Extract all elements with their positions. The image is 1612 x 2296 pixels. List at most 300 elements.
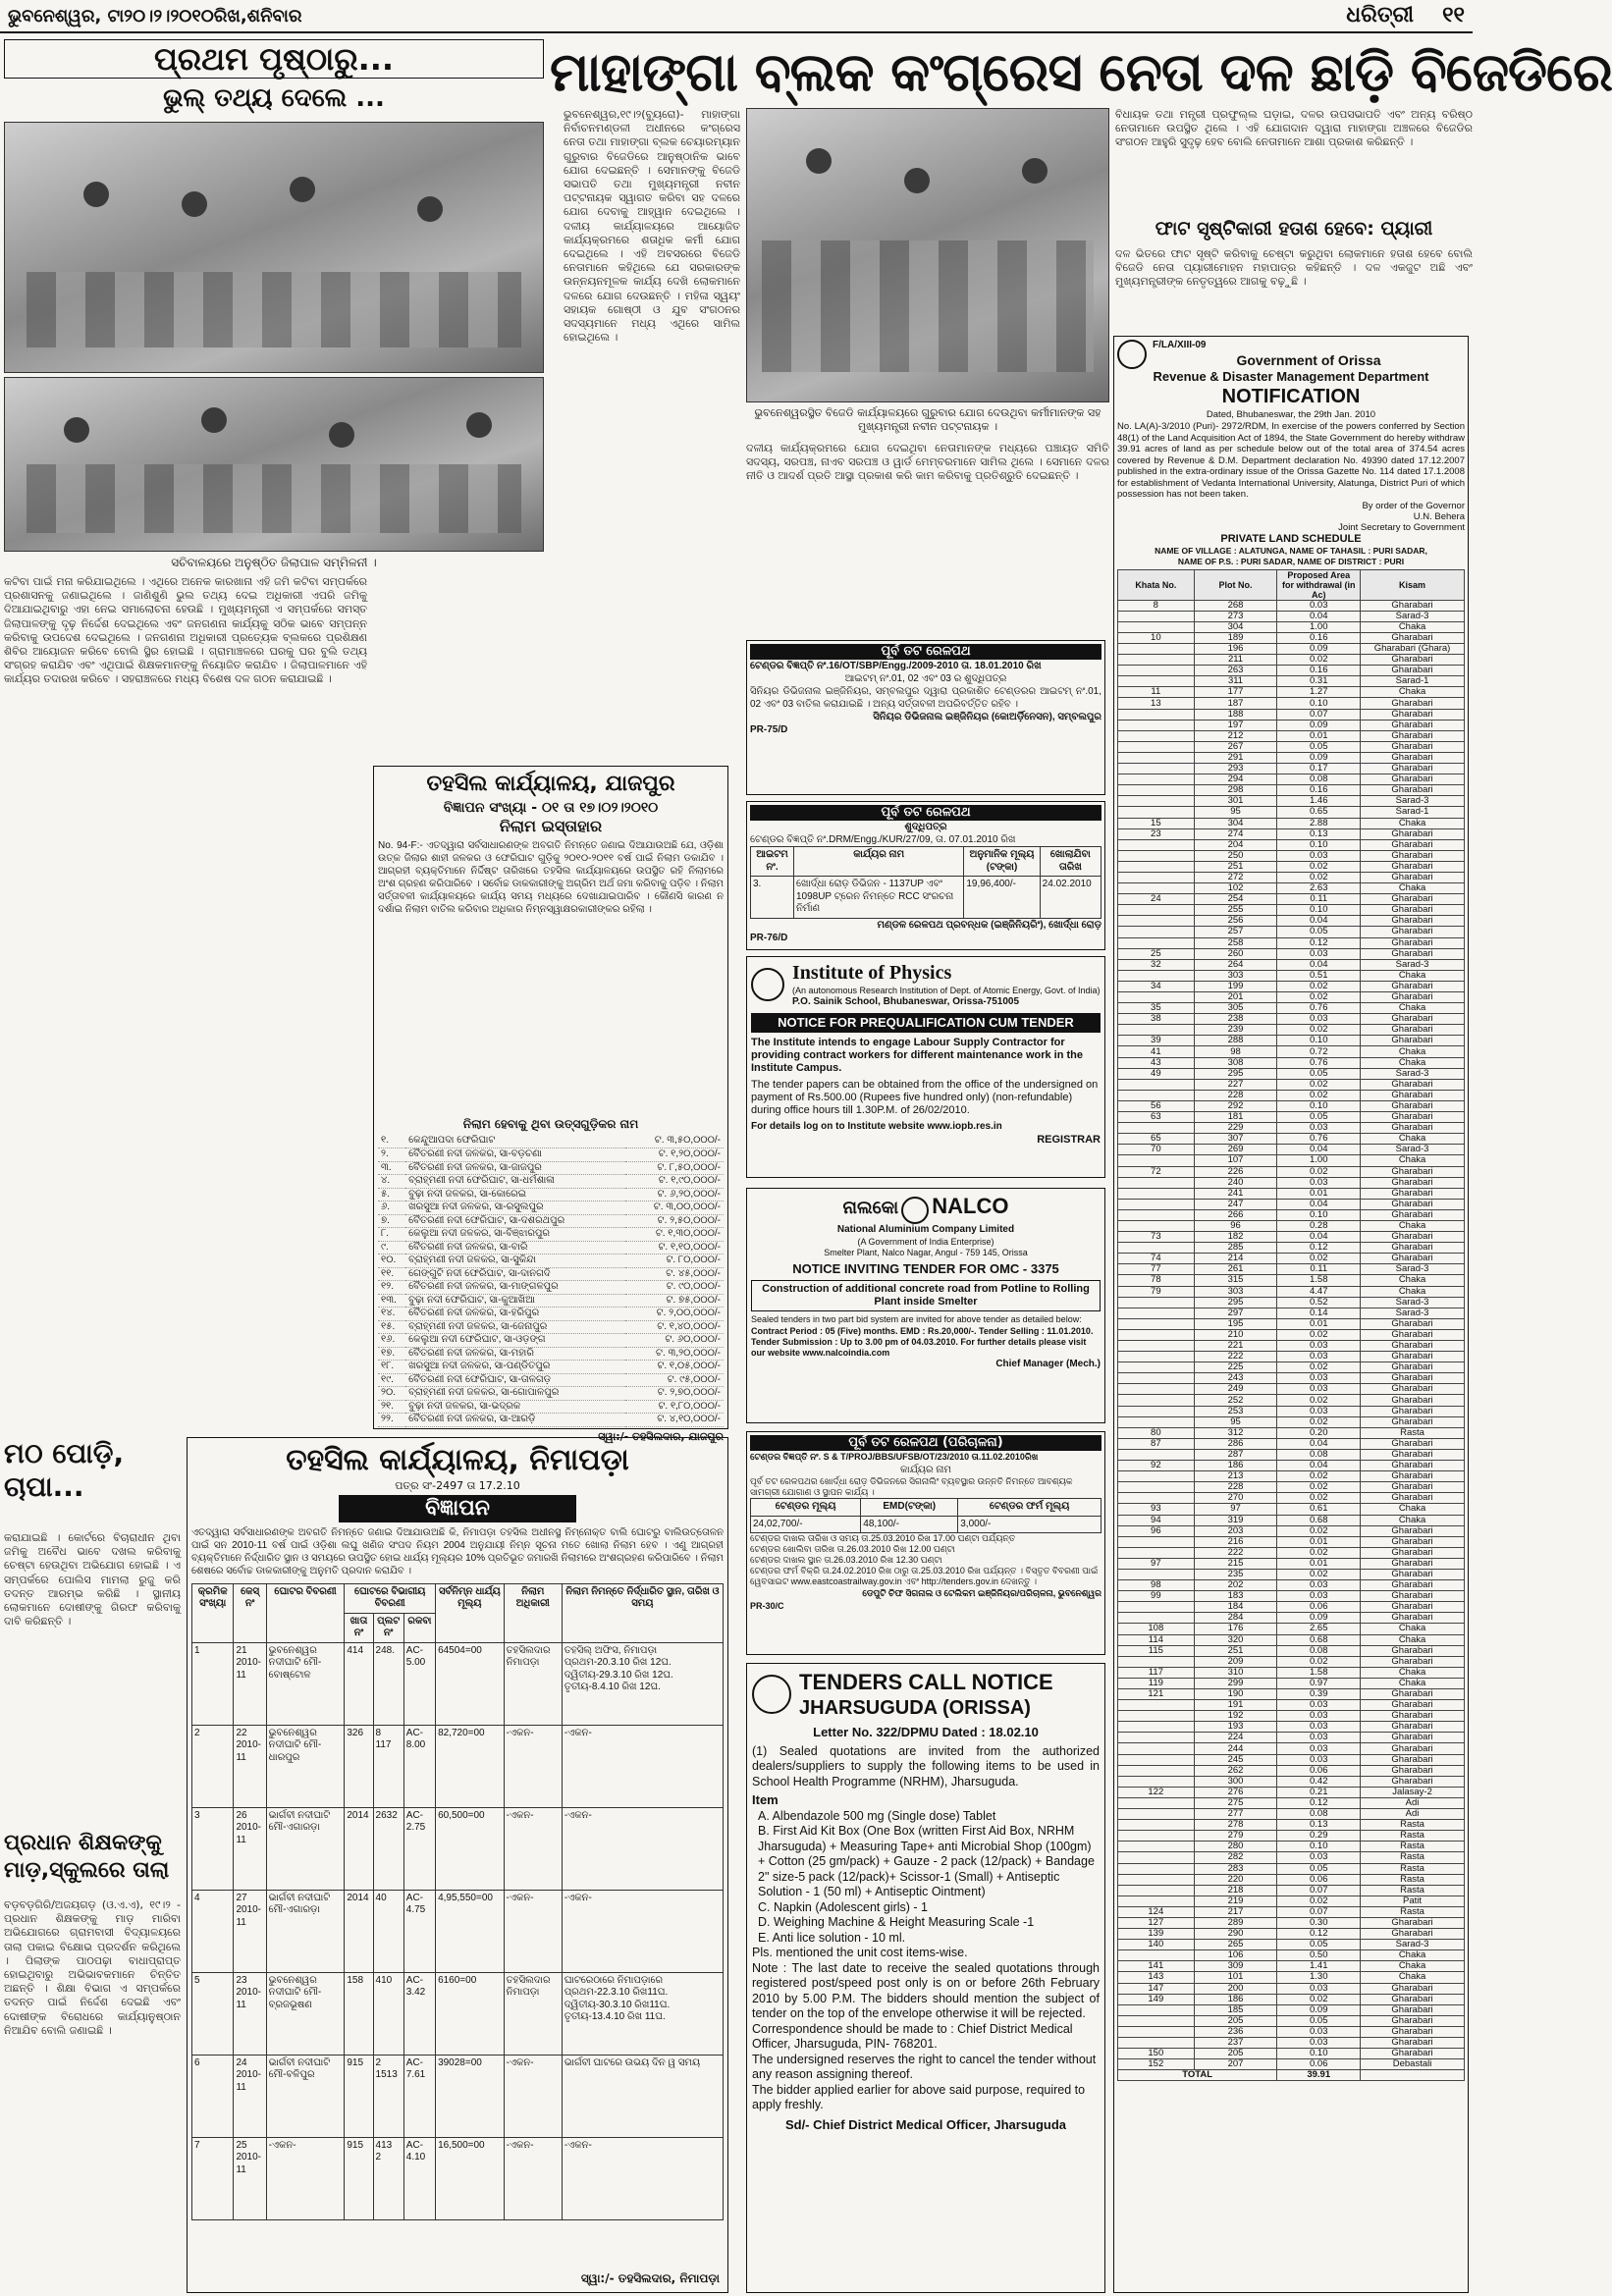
cell-plot: 298: [1194, 785, 1277, 796]
cell-plot: 240: [1194, 1177, 1277, 1188]
table-row: [1118, 1352, 1465, 1362]
item-no: ୨୨.: [378, 1414, 405, 1427]
story-3-headline: ପ୍ରଧାନ ଶିକ୍ଷକଙ୍କୁ ମାଡ଼,ସ୍କୁଲରେ ତାଲା: [4, 1831, 170, 1883]
cell-kisam: Gharabari: [1361, 709, 1465, 720]
cell-khata: [1118, 1950, 1195, 1961]
table-row: [1118, 828, 1465, 839]
table-row: [1118, 1613, 1465, 1624]
list-item: [378, 1201, 724, 1215]
item-name: ବ୍ରାହ୍ମଣୀ ନଦୀ ଜଳକର, ସା-ସୁକିନ୍ଦା: [405, 1255, 624, 1268]
cell-area: 0.03: [1277, 948, 1361, 959]
cell-khata: 32: [1118, 959, 1195, 970]
cell-area: 0.03: [1277, 1352, 1361, 1362]
notif-header: [1117, 340, 1465, 369]
jhar-title: TENDERS CALL NOTICE: [799, 1670, 1053, 1694]
list-item: [378, 1188, 724, 1201]
cell-area: 0.02: [1277, 1362, 1361, 1373]
list-item: [378, 1161, 724, 1175]
cell-area: 0.16: [1277, 666, 1361, 676]
table-row: [1118, 1765, 1465, 1776]
th-kisam: Kisam: [1361, 569, 1465, 600]
cell-khata: 121: [1118, 1689, 1195, 1700]
cell-plot: 269: [1194, 1145, 1277, 1155]
cell-plot: 282: [1194, 1852, 1277, 1863]
cell-area: 0.08: [1277, 1645, 1361, 1656]
cell-area: 0.07: [1277, 1885, 1361, 1896]
cell-kisam: Gharabari: [1361, 1700, 1465, 1711]
cell-area: 0.13: [1277, 1820, 1361, 1831]
table-row: [1118, 1036, 1465, 1046]
table-row: [1118, 1318, 1465, 1329]
table-row: [1118, 1667, 1465, 1678]
cell-kisam: Debastali: [1361, 2059, 1465, 2070]
jhar-items: [752, 1809, 1100, 1947]
cell-area: 0.09: [1277, 752, 1361, 763]
cell-kisam: Gharabari: [1361, 1232, 1465, 1243]
cell-area: 0.14: [1277, 1308, 1361, 1318]
cell-area: 0.04: [1277, 1438, 1361, 1449]
photo-crowd: [762, 240, 1095, 372]
cell-plot: 201: [1194, 992, 1277, 1003]
cell-price: 4,95,550=00: [436, 1890, 505, 1972]
table-row: [192, 2137, 724, 2219]
cell-area: 0.03: [1277, 1123, 1361, 1134]
table-row: [1118, 1112, 1465, 1123]
cell-officer: ତହସିଲଦାର ନିମାପଡ଼ା: [504, 1972, 562, 2055]
cell-khata: [1118, 1711, 1195, 1722]
table-row: [1118, 1656, 1465, 1667]
th-khata: Khata No.: [1118, 569, 1195, 600]
table-row: [1118, 796, 1465, 807]
list-item: [378, 1241, 724, 1255]
cell-area: 0.03: [1277, 1743, 1361, 1754]
table-row: [192, 1890, 724, 1972]
cell-khata: [1118, 1809, 1195, 1820]
revenue-notification: [1113, 336, 1469, 2293]
cell-plot: 226: [1194, 1166, 1277, 1177]
cell-area: AC-7.61: [403, 2055, 435, 2137]
cell-area: 0.12: [1277, 1797, 1361, 1808]
cell-area: 0.03: [1277, 2026, 1361, 2037]
story-2-headline: ମଠ ପୋଡ଼ି, ଚାପା...: [4, 1437, 125, 1503]
cell-area: 0.02: [1277, 861, 1361, 872]
cell-area: 0.03: [1277, 1177, 1361, 1188]
cell-plot: 222: [1194, 1547, 1277, 1558]
cell-plot: 241: [1194, 1188, 1277, 1199]
cell-kisam: Gharabari: [1361, 1689, 1465, 1700]
list-item: [378, 1135, 724, 1148]
cell-area: 0.51: [1277, 970, 1361, 981]
cell-area: 0.06: [1277, 1602, 1361, 1613]
jajpur-list-title: ନିଲାମ ହେବାକୁ ଥିବା ଉତ୍ସଗୁଡ଼ିକର ନାମ: [462, 1117, 639, 1131]
cell-ghat: ଭାର୍ଗବୀ ନଦୀଘାଟି ମୌ-ଏଗାରଡ଼ା: [266, 1807, 345, 1890]
cell-area: 0.13: [1277, 828, 1361, 839]
cell-khata: 43: [1118, 1057, 1195, 1068]
cell-plot: 248.: [373, 1642, 403, 1725]
table-row: [1118, 807, 1465, 818]
cell-ghat: ଭୁବନେଶ୍ୱର ନଦୀଘାଟି ମୌ-ଧାରପୁର: [266, 1725, 345, 1807]
table-row: [1118, 1329, 1465, 1340]
cell-kisam: Gharabari: [1361, 1461, 1465, 1471]
cell-kisam: Gharabari: [1361, 1525, 1465, 1536]
cell-price: 82,720=00: [436, 1725, 505, 1807]
cell-kisam: Gharabari: [1361, 1569, 1465, 1579]
cell-area: 0.76: [1277, 1003, 1361, 1014]
ecr3-th: ଟେଣ୍ଡର ଫର୍ମ ମୂଲ୍ୟ: [958, 1499, 1102, 1517]
table-row: [1118, 764, 1465, 774]
cell-plot: 207: [1194, 2059, 1277, 2070]
cell-plot: 214: [1194, 1254, 1277, 1264]
cell-kisam: Gharabari: [1361, 1352, 1465, 1362]
item-name: ବୁଢ଼ା ନଦୀ ଫେରିଘାଟ, ସା-କୁଆଖିଆ: [405, 1294, 624, 1308]
table-row: [1118, 1634, 1465, 1645]
cell-khata: 117: [1118, 1667, 1195, 1678]
section-title: ପ୍ରଥମ ପୃଷ୍ଠାରୁ...: [153, 40, 395, 78]
cell-kisam: Gharabari: [1361, 1613, 1465, 1624]
nalco-banner: NOTICE INVITING TENDER FOR OMC - 3375: [792, 1261, 1059, 1277]
list-item: [378, 1373, 724, 1387]
cell-area: 0.10: [1277, 839, 1361, 850]
cell-khata: [1118, 1177, 1195, 1188]
jhar-place: JHARSUGUDA (ORISSA): [799, 1696, 1031, 1719]
notif-dated: Dated, Bhubaneswar, the 29th Jan. 2010: [1206, 409, 1376, 421]
sub-headline: ଫାଟ ସୃଷ୍ଟିକାରୀ ହତାଶ ହେବେ: ପ୍ୟାରୀ: [1155, 218, 1433, 240]
cell-area: 0.09: [1277, 1613, 1361, 1624]
cell-plot: 251: [1194, 861, 1277, 872]
ecr3-pr: PR-30/C: [750, 1601, 784, 1612]
th-place: ନିଲାମ ନିମନ୍ତେ ନିର୍ଦ୍ଧାରିତ ସ୍ଥାନ, ତାରିଖ ଓ ସମୟ: [562, 1583, 723, 1642]
table-row: [1118, 687, 1465, 698]
cell-khata: [1118, 741, 1195, 752]
cell-place: ଘାଟରେଠାରେ ନିମାପଡ଼ାରେ ପ୍ରଥମ-22.3.10 ରିଖ11ଘ. ଦ୍ୱିତୀୟ-30.3.10 ରିଖ11ଘ. ତୃତୀୟ-13.4.10 ରିଖ 11ଘ.: [562, 1972, 723, 2055]
cell-plot: 304: [1194, 818, 1277, 828]
cell-khata: [1118, 2004, 1195, 2015]
cell-khata: 35: [1118, 1003, 1195, 1014]
cell-kisam: Gharabari: [1361, 1090, 1465, 1100]
cell-plot: 224: [1194, 1733, 1277, 1743]
table-row: [1118, 1308, 1465, 1318]
th-case: କେସ୍ ନଂ: [234, 1583, 266, 1642]
cell-area: 0.01: [1277, 730, 1361, 741]
cell-area: 0.06: [1277, 1874, 1361, 1885]
cell-khata: 92: [1118, 1461, 1195, 1471]
table-row: [1118, 1471, 1465, 1482]
cell-area: 0.06: [1277, 1765, 1361, 1776]
photo-person: [64, 417, 89, 443]
table-row: [1118, 655, 1465, 666]
cell-plot: 222: [1194, 1352, 1277, 1362]
cell-plot: 249: [1194, 1384, 1277, 1395]
cell-khata: 38: [1118, 1014, 1195, 1025]
cell-kisam: Sarad-3: [1361, 1264, 1465, 1275]
item-amount: ଟ. ୧,୨୦,୦୦୦/-: [625, 1148, 724, 1162]
nalco-company: National Aluminium Company Limited: [836, 1224, 1015, 1236]
table-row: [1118, 2059, 1465, 2070]
table-row: [1118, 676, 1465, 687]
cell-plot: 97: [1194, 1504, 1277, 1515]
photo-caption: ସଚିବାଳୟରେ ଅନୁଷ୍ଠିତ ଜିଲାପାଳ ସମ୍ମିଳନୀ ।: [171, 556, 377, 569]
cell-kisam: Patit: [1361, 1896, 1465, 1906]
cell-area: 0.08: [1277, 1449, 1361, 1460]
cell-kisam: Gharabari: [1361, 981, 1465, 991]
photo-person: [329, 422, 354, 448]
cell-plot: 95: [1194, 807, 1277, 818]
cell-khata: 150: [1118, 2049, 1195, 2059]
table-row: [1118, 970, 1465, 981]
cell-kisam: Gharabari: [1361, 1493, 1465, 1504]
cell-area: 0.03: [1277, 1711, 1361, 1722]
cell-kisam: Gharabari: [1361, 1983, 1465, 1994]
cell-kisam: Chaka: [1361, 1003, 1465, 1014]
item-amount: ଟ. ୮,୫୦,୦୦୦/-: [625, 1161, 724, 1175]
cell-sl: 1: [192, 1642, 234, 1725]
cell-khata: [1118, 1547, 1195, 1558]
cell-kisam: Rasta: [1361, 1906, 1465, 1917]
cell-area: 0.02: [1277, 1482, 1361, 1493]
cell-area: 0.01: [1277, 1536, 1361, 1547]
cell-area: AC-8.00: [403, 1725, 435, 1807]
table-row: [192, 1642, 724, 1725]
cell-case: 23 2010-11: [234, 1972, 266, 2055]
cell-kisam: Chaka: [1361, 1046, 1465, 1057]
cell-khata: [1118, 1362, 1195, 1373]
cell-place: ଭାର୍ଗବୀ ଘାଟରେ ଉଭୟ ଦିନ ୱ ସମୟ: [562, 2055, 723, 2137]
list-item: [378, 1387, 724, 1401]
cell-kisam: Adi: [1361, 1809, 1465, 1820]
ecr2-line1: ଟେଣ୍ଡର ବିଜ୍ଞପ୍ତି ନଂ.DRM/Engg./KUR/27/09, ତା. 07.01.2010 ରିଖ: [750, 834, 1016, 846]
ecr1-footer: ସିନିୟର ଡିଭିଜନାଲ ଇଞ୍ଜିନିୟର (କୋଅର୍ଡ଼ିନେସନ), ସମ୍ବଲପୁର: [873, 712, 1102, 723]
list-item: [378, 1320, 724, 1334]
cell-area: 0.05: [1277, 741, 1361, 752]
table-row: [1118, 1100, 1465, 1111]
iop-banner: NOTICE FOR PREQUALIFICATION CUM TENDER: [751, 1013, 1101, 1033]
table-row: [1118, 1733, 1465, 1743]
cell-kisam: Sarad-3: [1361, 611, 1465, 621]
cell-area: 0.03: [1277, 1722, 1361, 1733]
cell-khata: [1118, 937, 1195, 948]
item-name: ବୈତରଣୀ ନଦୀ ଜଳକର, ସା-ହରିପୁର: [405, 1308, 624, 1321]
table-row: [1118, 1297, 1465, 1308]
iop-bold-text: The Institute intends to engage Labour Supply Contractor for providing contract workers for different maintenance work in the Institute Campus.: [751, 1037, 1084, 1074]
page-number: ୧୧: [1442, 3, 1465, 27]
cell-sl: 5: [192, 1972, 234, 2055]
cell-area: 0.02: [1277, 872, 1361, 882]
cell-area: 0.05: [1277, 1068, 1361, 1079]
cell-khata: 49: [1118, 1068, 1195, 1079]
cell-plot: 182: [1194, 1232, 1277, 1243]
nalco-work: Construction of additional concrete road from Potline to Rolling Plant inside Smelter: [751, 1280, 1101, 1311]
cell-plot: 96: [1194, 1220, 1277, 1231]
cell-kisam: Gharabari: [1361, 872, 1465, 882]
cell-kisam: Chaka: [1361, 1667, 1465, 1678]
page-header: [0, 0, 1473, 33]
cell-officer: -ଏକନ-: [504, 1807, 562, 1890]
cell-plot: 238: [1194, 1014, 1277, 1025]
cell-khata: 124: [1118, 1906, 1195, 1917]
item-amount: ଟ. ୬୦,୦୦୦/-: [625, 1334, 724, 1348]
cell-plot: 303: [1194, 970, 1277, 981]
cell-area: 1.41: [1277, 1961, 1361, 1972]
cell-plot: 278: [1194, 1820, 1277, 1831]
notif-officer-title: Joint Secretary to Government: [1338, 521, 1465, 533]
cell-plot: 279: [1194, 1831, 1277, 1842]
item-amount: ଟ. ୭୫,୦୦୦/-: [625, 1294, 724, 1308]
ecr3-line2: କାର୍ଯ୍ୟର ନାମ: [900, 1465, 951, 1476]
cell-plot: 288: [1194, 1036, 1277, 1046]
table-row: [1118, 1199, 1465, 1209]
table-row: [1118, 1547, 1465, 1558]
cell-khata: 143: [1118, 1972, 1195, 1983]
cell-plot: 216: [1194, 1536, 1277, 1547]
cell-area: 1.27: [1277, 687, 1361, 698]
cell-kisam: Chaka: [1361, 1634, 1465, 1645]
cell-khata: [1118, 1613, 1195, 1624]
cell-kisam: Gharabari: [1361, 1329, 1465, 1340]
cell-kisam: Gharabari: [1361, 1917, 1465, 1928]
item-no: ୫.: [378, 1188, 405, 1201]
cell-khata: [1118, 1352, 1195, 1362]
cell-khata: 77: [1118, 1264, 1195, 1275]
cell-kisam: Gharabari: [1361, 2026, 1465, 2037]
ecr3-td: 48,100/-: [861, 1516, 958, 1533]
nimapada-title: ତହସିଲ କାର୍ଯ୍ୟାଳୟ, ନିମାପଡ଼ା: [286, 1443, 629, 1477]
cell-kisam: Sarad-3: [1361, 1308, 1465, 1318]
photo-person: [417, 196, 443, 222]
table-row: [1118, 1003, 1465, 1014]
cell-kisam: Gharabari: [1361, 720, 1465, 730]
cell-case: 26 2010-11: [234, 1807, 266, 1890]
cell-plot: 203: [1194, 1525, 1277, 1536]
ecr2-td: ଖୋର୍ଦ୍ଧା ରୋଡ଼ ଡିଭିଜନ - 1137UP ଏବଂ 1098UP ଟ୍ରେନ ନିମନ୍ତେ RCC ସଂରଚନା ନିର୍ମାଣ: [793, 877, 963, 919]
cell-area: 0.02: [1277, 1525, 1361, 1536]
cell-area: 0.68: [1277, 1634, 1361, 1645]
th-area: ରକବା: [403, 1613, 435, 1642]
cell-area: 0.03: [1277, 1754, 1361, 1765]
item-no: ୨୦.: [378, 1387, 405, 1401]
cell-kisam: Gharabari: [1361, 1580, 1465, 1591]
cell-khata: 87: [1118, 1438, 1195, 1449]
table-row: [1118, 927, 1465, 937]
table-row: [1118, 1123, 1465, 1134]
photo-person: [201, 407, 227, 433]
cell-plot: 294: [1194, 774, 1277, 785]
cell-plot: 303: [1194, 1286, 1277, 1297]
cell-plot: 186: [1194, 1994, 1277, 2004]
item-no: ୧୭.: [378, 1347, 405, 1361]
item-amount: ଟ. ୯୦,୦୦୦/-: [625, 1281, 724, 1295]
cell-khata: 74: [1118, 1254, 1195, 1264]
cell-kisam: Chaka: [1361, 1961, 1465, 1972]
cell-price: 64504=00: [436, 1642, 505, 1725]
cell-area: 0.12: [1277, 937, 1361, 948]
table-row: [1118, 774, 1465, 785]
cell-kisam: Rasta: [1361, 1863, 1465, 1874]
cell-area: 0.03: [1277, 850, 1361, 861]
cell-price: 60,500=00: [436, 1807, 505, 1890]
notif-village: NAME OF VILLAGE : ALATUNGA, NAME OF TAHASIL : PURI SADAR,: [1155, 546, 1427, 557]
cell-khata: [1118, 1896, 1195, 1906]
cell-area: 0.02: [1277, 1547, 1361, 1558]
cell-khata: 414: [345, 1642, 373, 1725]
cell-area: 0.04: [1277, 916, 1361, 927]
ecr1-title: ପୂର୍ବ ତଟ ରେଳପଥ: [750, 644, 1102, 660]
cell-kisam: Gharabari: [1361, 1384, 1465, 1395]
th-ghat: ଘୋଟର ବିବରଣୀ: [266, 1583, 345, 1642]
cell-plot: 247: [1194, 1199, 1277, 1209]
table-row: [1118, 839, 1465, 850]
cell-plot: 413 2: [373, 2137, 403, 2219]
nimapada-rows: [192, 1642, 724, 2219]
cell-khata: 98: [1118, 1580, 1195, 1591]
cell-kisam: Gharabari: [1361, 1166, 1465, 1177]
cell-plot: 310: [1194, 1667, 1277, 1678]
cell-khata: [1118, 807, 1195, 818]
cell-kisam: Chaka: [1361, 1678, 1465, 1688]
cell-area: 0.02: [1277, 1569, 1361, 1579]
cell-khata: [1118, 1341, 1195, 1352]
table-row: [1118, 709, 1465, 720]
cell-plot: 283: [1194, 1863, 1277, 1874]
total-label: TOTAL: [1118, 2070, 1277, 2081]
cell-plot: 205: [1194, 2015, 1277, 2026]
tehsil-nimapada-notice: [187, 1437, 728, 2293]
cell-plot: 264: [1194, 959, 1277, 970]
table-row: [1118, 959, 1465, 970]
item-name: ବ୍ରାହ୍ମଣୀ ନଦୀ ଜଳକର, ସା-ଜେନାପୁର: [405, 1320, 624, 1334]
cell-kisam: Gharabari: [1361, 1765, 1465, 1776]
cell-area: 2.88: [1277, 818, 1361, 828]
cell-kisam: Gharabari: [1361, 894, 1465, 905]
cell-area: 1.00: [1277, 621, 1361, 632]
cell-kisam: Gharabari: [1361, 1177, 1465, 1188]
cell-sl: 3: [192, 1807, 234, 1890]
ecr3-note: ଟେଣ୍ଡର ଫର୍ମ ବିକ୍ରି ତା.24.02.2010 ରିଖ ଠାରୁ ତା.25.03.2010 ରିଖ ପର୍ଯ୍ୟନ୍ତ । ବିସ୍ତୃତ ବିବରଣୀ ପାଇଁ ୱେବସାଇଟ www.eastcoastrailway.gov.in ଏବଂ http://tenders.gov.in ଦେଖନ୍ତୁ ।: [750, 1566, 1099, 1587]
iop-text: The tender papers can be obtained from the office of the undersigned on payment of Rs.500.00 (Rupees five hundred only) (non-refundable) during office hours till 1.30P.M. of 26/02/2010.: [751, 1079, 1099, 1116]
jajpur-title: ତହସିଲ କାର୍ଯ୍ୟାଳୟ, ଯାଜପୁର: [426, 772, 675, 796]
cell-kisam: Gharabari: [1361, 600, 1465, 611]
th-officer: ନିଲାମ ଅଧିକାରୀ: [504, 1583, 562, 1642]
cell-khata: 141: [1118, 1961, 1195, 1972]
tender-item: A. Albendazole 500 mg (Single dose) Tablet: [758, 1808, 996, 1823]
cell-kisam: Chaka: [1361, 1972, 1465, 1983]
cell-khata: 70: [1118, 1145, 1195, 1155]
cell-plot: 185: [1194, 2004, 1277, 2015]
cell-khata: 158: [345, 1972, 373, 2055]
item-name: ବୈତରଣୀ ନଦୀ ଜଳକର, ସା-ଜାଜପୁର: [405, 1161, 624, 1175]
item-amount: ଟ. ୪୫,୦୦୦/-: [625, 1267, 724, 1281]
table-row: [1118, 1809, 1465, 1820]
cell-area: 0.21: [1277, 1787, 1361, 1797]
tender-item: B. First Aid Kit Box (One Box (written First Aid Box, NRHM Jharsuguda) + Measuring Tape+ anti Microbial Shop (100gm) + Cotton (25 gm/pack) + Gauze - 2 pack (12/pack) + Bandage 2" size-5 pack (12/pack)+ Scissor-1 (Small) + Antiseptic Solution - 1 (50 ml) + Antiseptic Ointment): [758, 1824, 1095, 1898]
table-row: [1118, 1264, 1465, 1275]
cell-plot: 209: [1194, 1656, 1277, 1667]
cell-khata: 114: [1118, 1634, 1195, 1645]
nalco-sign: Chief Manager (Mech.): [995, 1359, 1101, 1370]
cell-kisam: Gharabari: [1361, 1014, 1465, 1025]
table-row: [1118, 883, 1465, 894]
main-headline: ମାହାଙ୍ଗା ବ୍ଲକ କଂଗ୍ରେସ ନେତା ଦଳ ଛାଡ଼ି ବିଜେଡିରେ: [550, 41, 1612, 103]
cell-plot: 262: [1194, 1765, 1277, 1776]
table-row: [1118, 1754, 1465, 1765]
cell-plot: 95: [1194, 1416, 1277, 1427]
table-row: [1118, 1842, 1465, 1852]
cell-khata: [1118, 872, 1195, 882]
table-row: [1118, 992, 1465, 1003]
cell-kisam: Gharabari: [1361, 1733, 1465, 1743]
cell-area: 4.47: [1277, 1286, 1361, 1297]
cell-plot: 250: [1194, 850, 1277, 861]
cell-plot: 308: [1194, 1057, 1277, 1068]
